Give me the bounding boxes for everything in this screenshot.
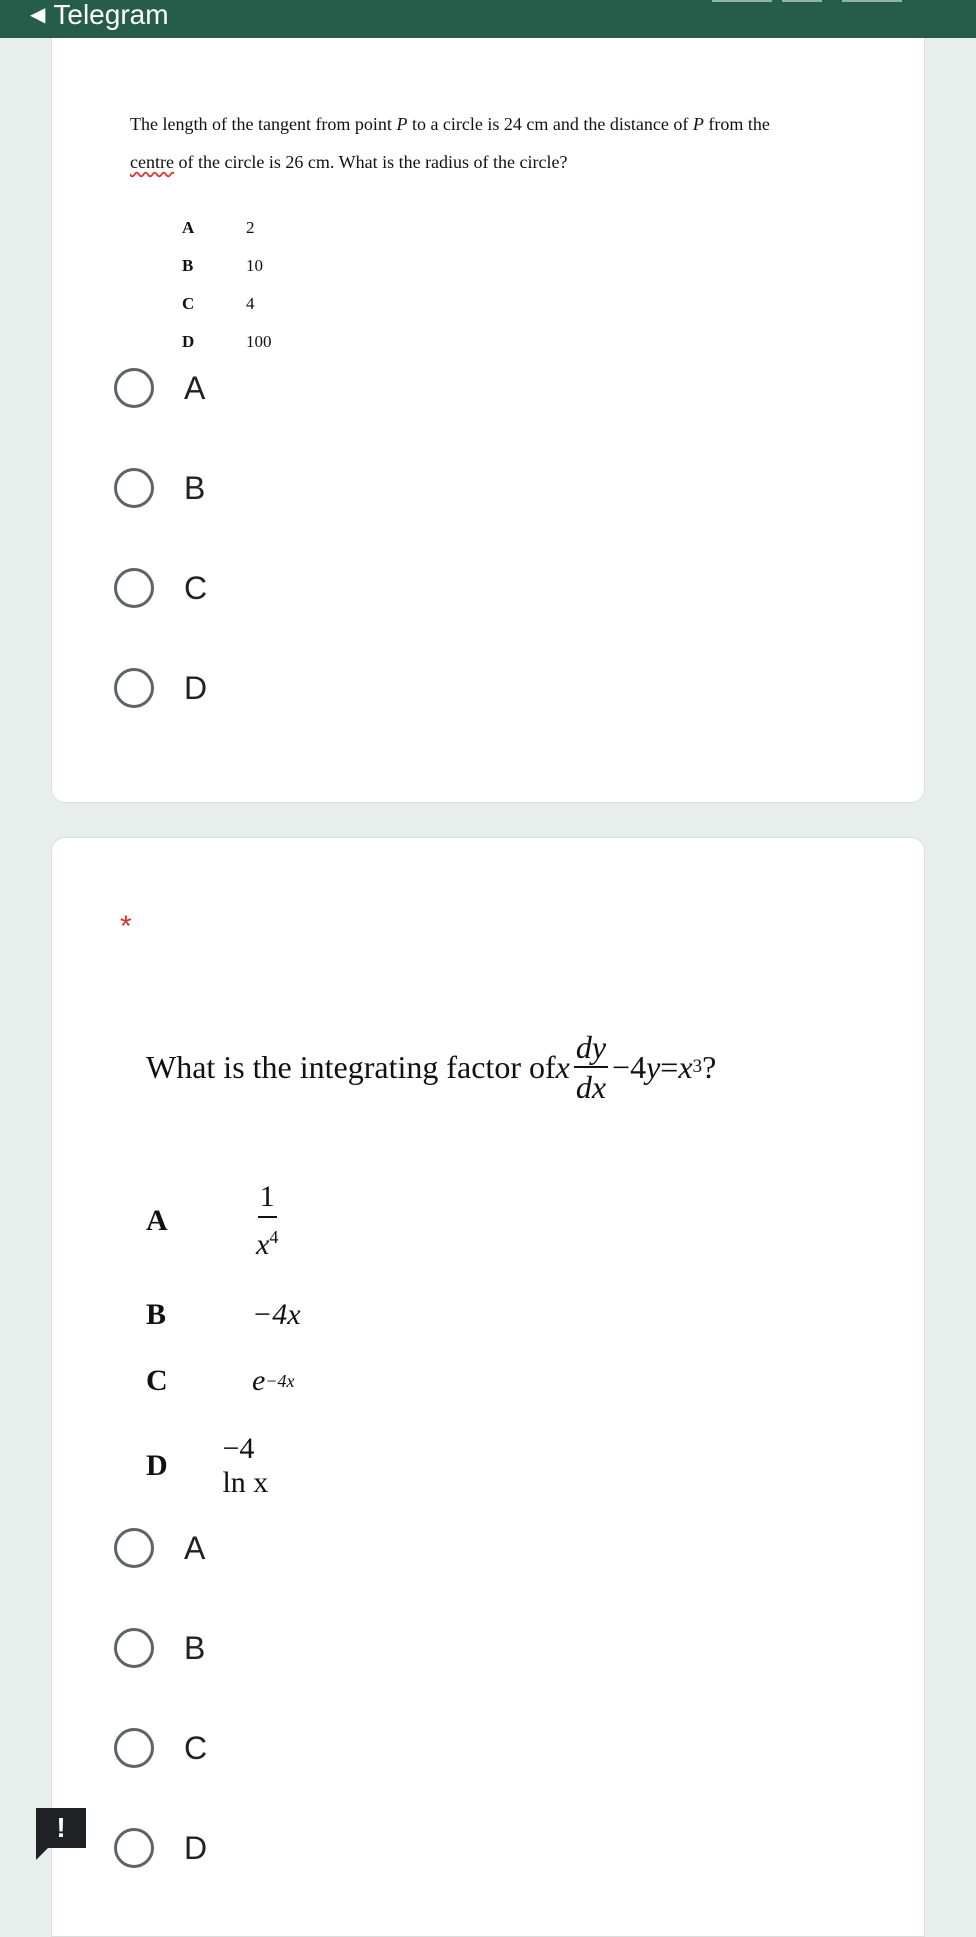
choice-label: A <box>184 1529 206 1566</box>
choice-label: B <box>184 1629 206 1666</box>
radio-button[interactable] <box>114 568 154 608</box>
question-1-option-d: D 100 <box>182 332 272 351</box>
status-decor-line <box>712 0 772 2</box>
question-2-choice-c[interactable] <box>114 1728 207 1768</box>
question-1-option-b: B 10 <box>182 256 263 275</box>
choice-label: D <box>184 669 208 706</box>
status-decor-line <box>842 0 902 2</box>
choice-label: D <box>184 1829 208 1866</box>
question-1-choice-b[interactable] <box>114 468 205 508</box>
question-1-text-line-1: The length of the tangent from point P to a circle is 24 cm and the distance of P from the <box>130 114 770 134</box>
status-decor-line <box>782 0 822 2</box>
question-1-choice-c[interactable] <box>114 568 207 608</box>
question-2-option-a: A $\frac{1}{x^4}$ <box>146 1180 279 1261</box>
back-arrow-icon: ◀ <box>30 4 46 26</box>
choice-label: B <box>184 469 206 506</box>
question-1-text-line-2: centre of the circle is 26 cm. What is the radius of the circle? <box>130 152 568 172</box>
question-2-choice-a[interactable] <box>114 1528 205 1568</box>
question-1-choice-a[interactable] <box>114 368 205 408</box>
radio-button[interactable] <box>114 468 154 508</box>
question-2-option-d: D −4 ln x <box>146 1432 269 1499</box>
radio-button[interactable] <box>114 368 154 408</box>
back-to-telegram-link[interactable] <box>30 0 169 30</box>
choice-label: C <box>184 569 208 606</box>
question-2-choice-b[interactable] <box>114 1628 205 1668</box>
radio-button[interactable] <box>114 1528 154 1568</box>
warning-badge[interactable]: ! <box>36 1808 86 1848</box>
question-2-option-b: B −4x <box>146 1298 301 1331</box>
status-bar <box>0 0 976 38</box>
back-label: Telegram <box>53 0 169 30</box>
question-1-choice-d[interactable] <box>114 668 207 708</box>
question-1-option-a: A 2 <box>182 218 255 237</box>
required-marker: * <box>120 910 132 943</box>
question-card-2 <box>51 837 925 1937</box>
radio-button[interactable] <box>114 1728 154 1768</box>
radio-button[interactable] <box>114 1828 154 1868</box>
question-2-choice-d[interactable] <box>114 1828 207 1868</box>
question-2-option-c: C e −4x <box>146 1364 295 1397</box>
radio-button[interactable] <box>114 668 154 708</box>
question-1-option-c: C 4 <box>182 294 255 313</box>
choice-label: A <box>184 369 206 406</box>
radio-button[interactable] <box>114 1628 154 1668</box>
derivative-fraction: $\frac{dy}{dx}$ <box>575 1029 607 1105</box>
question-card-1 <box>51 38 925 803</box>
question-2-text: What is the integrating factor of x $\frac{dy}{dx}$ −4 y = x 3 ? <box>146 1029 717 1105</box>
choice-label: C <box>184 1729 208 1766</box>
